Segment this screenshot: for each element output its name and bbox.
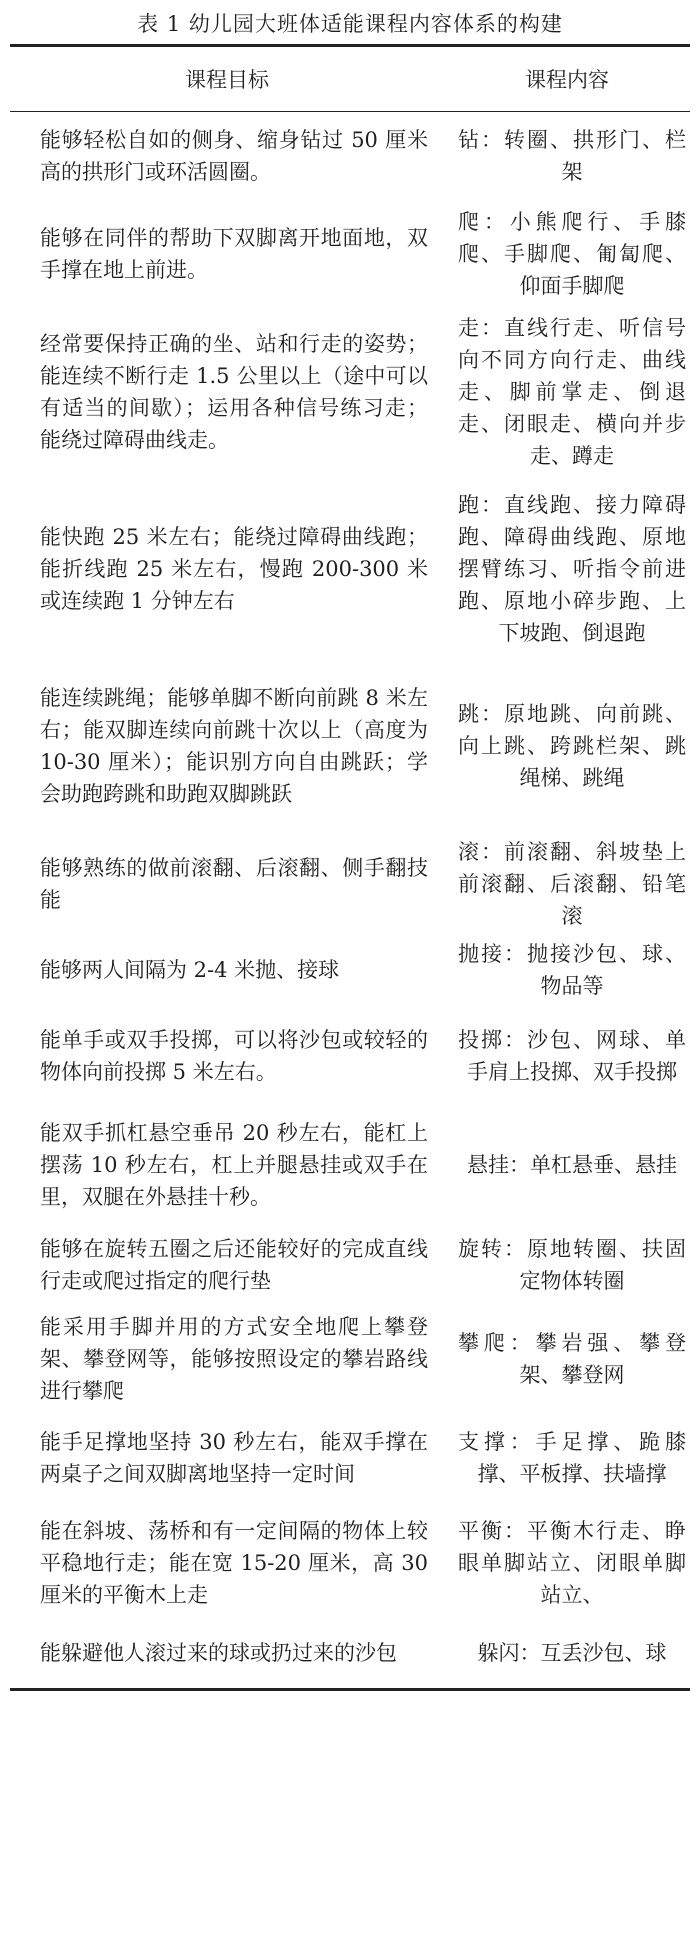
table-body <box>10 112 690 1690</box>
course-content-text: 躲闪：互丢沙包、球 <box>477 1640 667 1665</box>
table-row <box>10 938 690 1002</box>
course-content-cell <box>444 1002 690 1110</box>
course-goal-text: 能够在同伴的帮助下双脚离开地面地，双手撑在地上前进。 <box>40 225 428 282</box>
course-goal-text: 经常要保持正确的坐、站和行走的姿势；能连续不断行走 1.5 公里以上（途中可以有适当的间歇）；运用各种信号练习走；能绕过障碍曲线走。 <box>40 331 428 452</box>
course-content-cell <box>444 830 690 938</box>
course-goal-cell <box>10 1220 444 1310</box>
course-content-text: 跳：原地跳、向前跳、向上跳、跨跳栏架、跳绳梯、跳绳 <box>458 701 686 790</box>
table-row <box>10 476 690 662</box>
table-row <box>10 112 690 200</box>
table-row <box>10 1508 690 1618</box>
table-row <box>10 1310 690 1408</box>
course-content-text: 抛接：抛接沙包、球、物品等 <box>458 941 686 998</box>
course-content-cell <box>444 1618 690 1690</box>
course-goal-text: 能够在旋转五圈之后还能较好的完成直线行走或爬过指定的爬行垫 <box>40 1236 428 1293</box>
table-row <box>10 1618 690 1690</box>
curriculum-table <box>10 44 690 1691</box>
course-content-cell <box>444 476 690 662</box>
course-content-text: 钻：转圈、拱形门、栏架 <box>458 127 686 184</box>
course-content-cell <box>444 662 690 830</box>
course-content-text: 滚：前滚翻、斜坡垫上前滚翻、后滚翻、铅笔滚 <box>458 839 686 928</box>
course-content-cell <box>444 112 690 200</box>
course-goal-text: 能双手抓杠悬空垂吊 20 秒左右，能杠上摆荡 10 秒左右，杠上并腿悬挂或双手在里，双腿在外悬挂十秒。 <box>40 1120 428 1209</box>
course-content-text: 攀爬：攀岩强、攀登架、攀登网 <box>458 1330 686 1387</box>
course-content-cell <box>444 938 690 1002</box>
course-goal-cell <box>10 1002 444 1110</box>
course-goal-cell <box>10 662 444 830</box>
course-content-cell <box>444 1508 690 1618</box>
course-goal-text: 能够轻松自如的侧身、缩身钻过 50 厘米高的拱形门或环活圆圈。 <box>40 127 428 184</box>
course-content-text: 爬：小熊爬行、手膝爬、手脚爬、匍匐爬、仰面手脚爬 <box>458 209 686 298</box>
course-goal-cell <box>10 200 444 308</box>
course-goal-cell <box>10 830 444 938</box>
course-goal-text: 能快跑 25 米左右；能绕过障碍曲线跑；能折线跑 25 米左右，慢跑 200-300 米或连续跑 1 分钟左右 <box>40 524 428 613</box>
course-goal-cell <box>10 1110 444 1220</box>
course-content-cell <box>444 308 690 476</box>
column-header-content: 课程内容 <box>444 46 690 112</box>
course-goal-cell <box>10 1508 444 1618</box>
table-row <box>10 1002 690 1110</box>
table-row <box>10 830 690 938</box>
course-content-cell <box>444 200 690 308</box>
table-row <box>10 1110 690 1220</box>
table-row <box>10 308 690 476</box>
course-goal-cell <box>10 308 444 476</box>
table-header-row <box>10 46 690 112</box>
table-row <box>10 200 690 308</box>
table-row <box>10 1408 690 1508</box>
course-content-text: 投掷：沙包、网球、单手肩上投掷、双手投掷 <box>458 1027 686 1084</box>
course-goal-text: 能连续跳绳；能够单脚不断向前跳 8 米左右；能双脚连续向前跳十次以上（高度为 10-30 厘米）；能识别方向自由跳跃；学会助跑跨跳和助跑双脚跳跃 <box>40 685 428 806</box>
course-goal-text: 能采用手脚并用的方式安全地爬上攀登架、攀登网等，能够按照设定的攀岩路线进行攀爬 <box>40 1314 428 1403</box>
course-content-text: 旋转：原地转圈、扶固定物体转圈 <box>458 1236 686 1293</box>
course-goal-text: 能躲避他人滚过来的球或扔过来的沙包 <box>40 1640 397 1665</box>
course-goal-cell <box>10 938 444 1002</box>
table-row <box>10 1220 690 1310</box>
course-goal-text: 能在斜坡、荡桥和有一定间隔的物体上较平稳地行走；能在宽 15-20 厘米，高 30 厘米的平衡木上走 <box>40 1518 428 1607</box>
course-goal-cell <box>10 1310 444 1408</box>
course-content-text: 悬挂：单杠悬垂、悬挂 <box>467 1152 677 1177</box>
table-caption: 表 1 幼儿园大班体适能课程内容体系的构建 <box>137 12 563 36</box>
course-goal-text: 能单手或双手投掷，可以将沙包或较轻的物体向前投掷 5 米左右。 <box>40 1027 428 1084</box>
course-content-text: 支撑：手足撑、跪膝撑、平板撑、扶墙撑 <box>458 1429 686 1486</box>
course-goal-cell <box>10 1618 444 1690</box>
course-goal-text: 能够两人间隔为 2-4 米抛、接球 <box>40 957 340 982</box>
course-content-text: 平衡：平衡木行走、睁眼单脚站立、闭眼单脚站立、 <box>458 1518 686 1607</box>
course-content-text: 走：直线行走、听信号向不同方向行走、曲线走、脚前掌走、倒退走、闭眼走、横向并步走、蹲走 <box>458 315 686 468</box>
course-goal-cell <box>10 1408 444 1508</box>
column-header-goal: 课程目标 <box>10 46 444 112</box>
course-content-cell <box>444 1408 690 1508</box>
table-row <box>10 662 690 830</box>
course-content-text: 跑：直线跑、接力障碍跑、障碍曲线跑、原地摆臂练习、听指令前进跑、原地小碎步跑、上下坡跑、倒退跑 <box>458 492 686 645</box>
course-goal-cell <box>10 112 444 200</box>
course-content-cell <box>444 1310 690 1408</box>
course-content-cell <box>444 1220 690 1310</box>
course-content-cell <box>444 1110 690 1220</box>
course-goal-text: 能够熟练的做前滚翻、后滚翻、侧手翻技能 <box>40 855 428 912</box>
course-goal-text: 能手足撑地坚持 30 秒左右，能双手撑在两桌子之间双脚离地坚持一定时间 <box>40 1429 428 1486</box>
course-goal-cell <box>10 476 444 662</box>
